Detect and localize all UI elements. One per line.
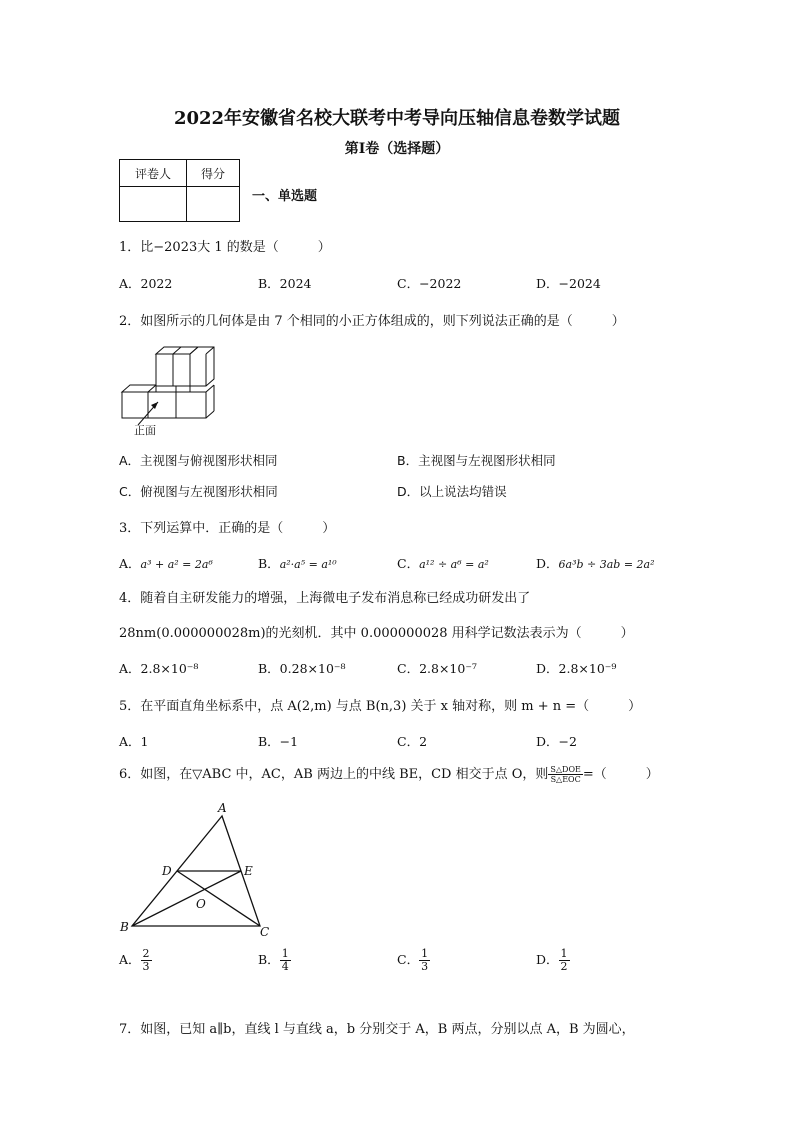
question-2-option-d: D．以上说法均错误 xyxy=(397,484,507,499)
score-table-cell-score xyxy=(187,187,240,222)
point-label-d: D xyxy=(162,864,172,878)
option-c-prefix: C． xyxy=(397,952,420,967)
question-6-stem-text: 6．如图，在▽ABC 中，AC，AB 两边上的中线 BE，CD 相交于点 O，则 xyxy=(119,767,549,782)
vertex-label-c: C xyxy=(260,925,270,939)
option-d-expression: 6a³b ÷ 3ab = 2a² xyxy=(558,558,655,571)
question-4-stem-line-2: 28nm(0.000000028m)的光刻机．其中 0.000000028 用科学记数法表示为（ ） xyxy=(119,626,634,641)
question-7-stem: 7．如图，已知 a∥b，直线 l 与直线 a，b 分别交于 A，B 两点，分别以点 A，B 为圆心， xyxy=(119,1022,635,1037)
option-c-denominator: 3 xyxy=(421,960,429,973)
option-d-prefix: D． xyxy=(536,952,559,967)
question-3-option-c xyxy=(397,554,489,572)
option-a-prefix: A． xyxy=(119,556,141,571)
point-label-o: O xyxy=(196,897,206,911)
question-4-option-a: A．2.8×10⁻⁸ xyxy=(119,661,199,676)
option-d-prefix: D． xyxy=(536,556,559,571)
question-1-option-a: A．2022 xyxy=(119,276,173,291)
area-ratio-numerator: S△DOE xyxy=(550,765,581,774)
question-4-option-d: D．2.8×10⁻⁹ xyxy=(536,661,617,676)
score-table-cell-grader xyxy=(120,187,187,222)
question-5-option-b: B．−1 xyxy=(258,734,299,749)
question-2-option-b: B．主视图与左视图形状相同 xyxy=(397,453,556,468)
score-table xyxy=(119,159,240,222)
question-6-option-c xyxy=(397,948,430,973)
question-1-option-c: C．−2022 xyxy=(397,276,462,291)
option-d-fraction xyxy=(559,948,570,973)
section-heading: 一、单选题 xyxy=(252,189,318,204)
vertex-label-a: A xyxy=(218,801,227,815)
option-a-fraction xyxy=(141,948,152,973)
question-3-option-b xyxy=(258,554,337,572)
question-5-stem: 5．在平面直角坐标系中，点 A(2,m) 与点 B(n,3) 关于 x 轴对称，则 m + n =（ ） xyxy=(119,699,642,714)
question-1-option-d: D．−2024 xyxy=(536,276,601,291)
option-c-expression: a¹² ÷ a⁶ = a² xyxy=(419,558,489,571)
question-3-option-d xyxy=(536,554,655,572)
question-1-stem: 1．比−2023大 1 的数是（ ） xyxy=(119,240,331,255)
area-ratio-fraction xyxy=(548,765,582,784)
option-d-numerator: 1 xyxy=(560,947,568,960)
option-c-numerator: 1 xyxy=(421,947,429,960)
option-b-denominator: 4 xyxy=(281,960,289,973)
vertex-label-b: B xyxy=(120,920,129,934)
option-b-fraction xyxy=(280,948,291,973)
option-c-fraction xyxy=(419,948,430,973)
question-3-stem: 3．下列运算中．正确的是（ ） xyxy=(119,521,336,536)
option-a-prefix: A． xyxy=(119,952,141,967)
question-4-stem-line-1: 4．随着自主研发能力的增强，上海微电子发布消息称已经成功研发出了 xyxy=(119,591,531,606)
question-2-option-a: A．主视图与俯视图形状相同 xyxy=(119,453,278,468)
option-c-prefix: C． xyxy=(397,556,420,571)
front-view-label: 正面 xyxy=(134,424,156,437)
question-6-option-d xyxy=(536,948,570,973)
page-title: 2022年安徽省名校大联考中考导向压轴信息卷数学试题 xyxy=(173,108,621,129)
score-table-header-score: 得分 xyxy=(187,160,240,187)
option-a-numerator: 2 xyxy=(142,947,150,960)
score-table-header-grader: 评卷人 xyxy=(120,160,187,187)
area-ratio-denominator: S△EOC xyxy=(550,775,581,784)
question-6-stem xyxy=(119,763,659,784)
question-4-option-b: B．0.28×10⁻⁸ xyxy=(258,661,346,676)
question-1-option-b: B．2024 xyxy=(258,276,312,291)
question-6-option-b xyxy=(258,948,291,973)
view-arrow-icon xyxy=(151,402,158,409)
triangle-figure xyxy=(118,800,278,940)
option-b-prefix: B． xyxy=(258,556,280,571)
question-6-option-a xyxy=(119,948,152,973)
question-2-option-c: C．俯视图与左视图形状相同 xyxy=(119,484,278,499)
question-5-option-c: C．2 xyxy=(397,734,428,749)
option-b-numerator: 1 xyxy=(281,947,289,960)
option-a-denominator: 3 xyxy=(142,960,150,973)
question-5-option-d: D．−2 xyxy=(536,734,577,749)
option-b-prefix: B． xyxy=(258,952,280,967)
option-d-denominator: 2 xyxy=(560,960,568,973)
question-3-option-a xyxy=(119,554,213,572)
question-6-stem-tail: =（ ） xyxy=(582,767,659,782)
question-2-stem: 2．如图所示的几何体是由 7 个相同的小正方体组成的，则下列说法正确的是（ ） xyxy=(119,314,625,329)
option-a-expression: a³ + a² = 2a⁶ xyxy=(140,558,213,571)
option-b-expression: a²·a⁵ = a¹⁰ xyxy=(279,558,337,571)
question-4-option-c: C．2.8×10⁻⁷ xyxy=(397,661,477,676)
question-5-option-a: A．1 xyxy=(119,734,149,749)
page-subtitle: 第I卷（选择题） xyxy=(344,141,450,157)
point-label-e: E xyxy=(244,864,253,878)
